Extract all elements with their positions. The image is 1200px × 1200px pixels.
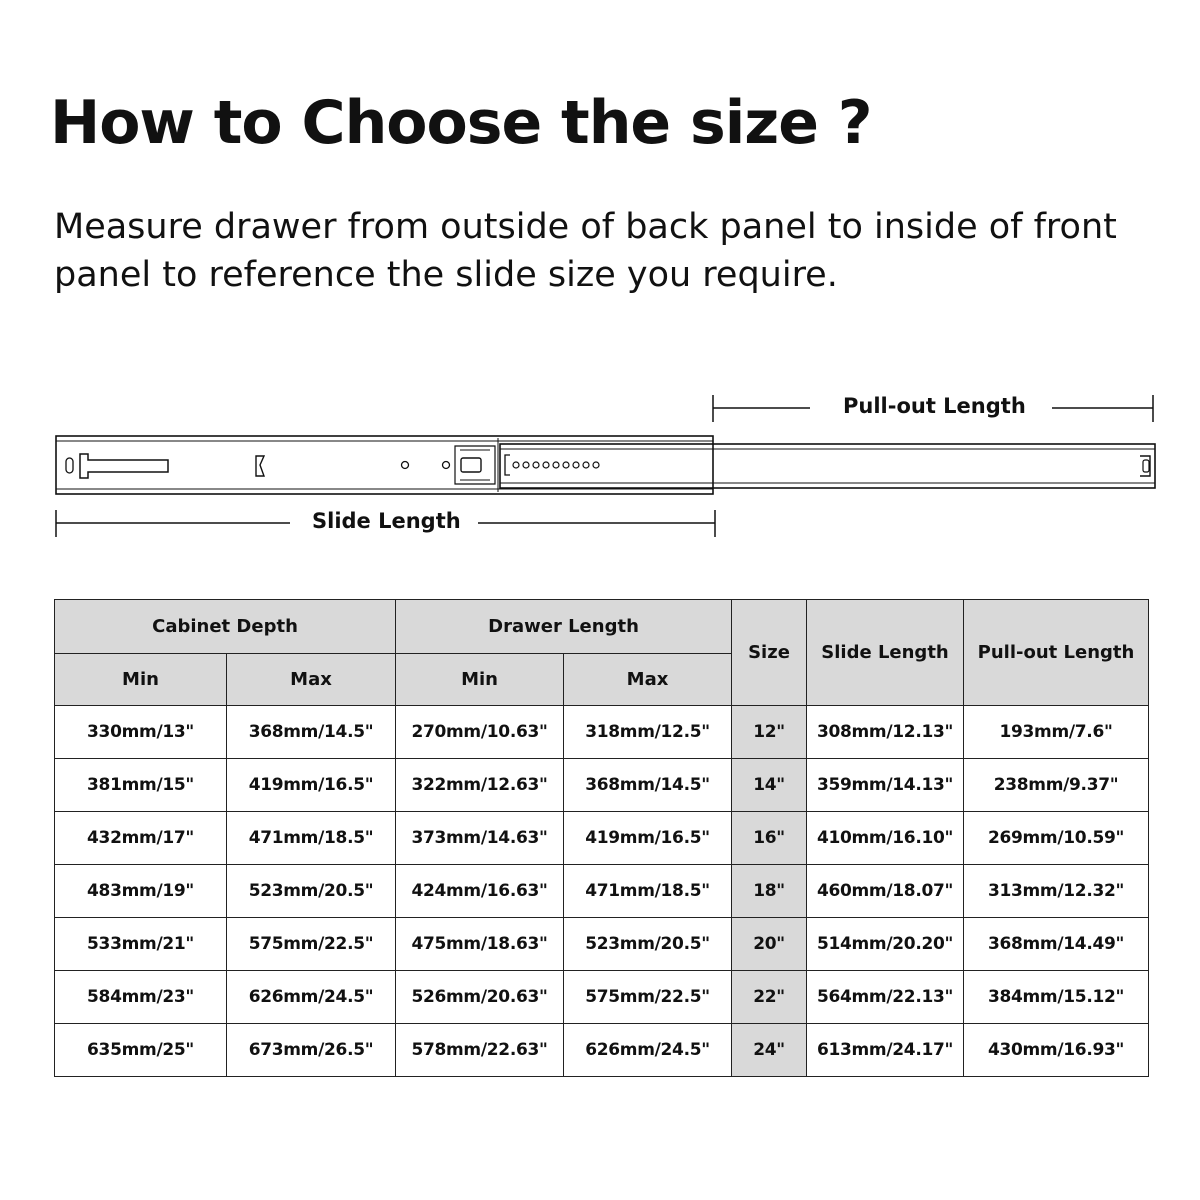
drawer-length-header: Drawer Length — [396, 600, 732, 654]
slide-length-cell: 359mm/14.13" — [807, 759, 964, 812]
slide-length-label: Slide Length — [312, 509, 461, 533]
size-cell: 14" — [732, 759, 807, 812]
slide-length-cell: 564mm/22.13" — [807, 971, 964, 1024]
cabinet-min-cell: 584mm/23" — [55, 971, 227, 1024]
drawer-max-cell: 626mm/24.5" — [564, 1024, 732, 1077]
size-chart-table — [54, 599, 1149, 1077]
table-row — [55, 706, 1149, 759]
pull-out-length-cell: 238mm/9.37" — [964, 759, 1149, 812]
drawer-min-cell: 424mm/16.63" — [396, 865, 564, 918]
pull-out-length-cell: 193mm/7.6" — [964, 706, 1149, 759]
cabinet-max-header: Max — [227, 654, 396, 706]
drawer-min-cell: 578mm/22.63" — [396, 1024, 564, 1077]
drawer-max-cell: 419mm/16.5" — [564, 812, 732, 865]
cabinet-max-cell: 673mm/26.5" — [227, 1024, 396, 1077]
cabinet-max-cell: 523mm/20.5" — [227, 865, 396, 918]
table-row — [55, 812, 1149, 865]
cabinet-max-cell: 368mm/14.5" — [227, 706, 396, 759]
size-cell: 18" — [732, 865, 807, 918]
size-cell: 24" — [732, 1024, 807, 1077]
cabinet-min-cell: 483mm/19" — [55, 865, 227, 918]
size-cell: 20" — [732, 918, 807, 971]
cabinet-max-cell: 575mm/22.5" — [227, 918, 396, 971]
drawer-min-cell: 322mm/12.63" — [396, 759, 564, 812]
instruction-text: Measure drawer from outside of back panel to inside of front panel to reference the slide size you require. — [54, 207, 1117, 295]
slide-length-cell: 613mm/24.17" — [807, 1024, 964, 1077]
drawer-min-cell: 373mm/14.63" — [396, 812, 564, 865]
size-header: Size — [732, 600, 807, 706]
size-cell: 22" — [732, 971, 807, 1024]
drawer-min-cell: 526mm/20.63" — [396, 971, 564, 1024]
pull-out-length-label: Pull-out Length — [843, 394, 1026, 418]
slide-length-cell: 460mm/18.07" — [807, 865, 964, 918]
drawer-max-header: Max — [564, 654, 732, 706]
slide-length-cell: 410mm/16.10" — [807, 812, 964, 865]
page-title: How to Choose the size ? — [50, 88, 872, 158]
table-row — [55, 759, 1149, 812]
cabinet-max-cell: 626mm/24.5" — [227, 971, 396, 1024]
drawer-min-cell: 270mm/10.63" — [396, 706, 564, 759]
drawer-max-cell: 523mm/20.5" — [564, 918, 732, 971]
cabinet-min-cell: 381mm/15" — [55, 759, 227, 812]
drawer-max-cell: 471mm/18.5" — [564, 865, 732, 918]
pull-out-length-header: Pull-out Length — [964, 600, 1149, 706]
size-cell: 16" — [732, 812, 807, 865]
drawer-min-header: Min — [396, 654, 564, 706]
pull-out-length-cell: 368mm/14.49" — [964, 918, 1149, 971]
pull-out-length-cell: 269mm/10.59" — [964, 812, 1149, 865]
drawer-max-cell: 318mm/12.5" — [564, 706, 732, 759]
cabinet-max-cell: 471mm/18.5" — [227, 812, 396, 865]
table-row — [55, 865, 1149, 918]
cabinet-depth-header: Cabinet Depth — [55, 600, 396, 654]
cabinet-min-cell: 432mm/17" — [55, 812, 227, 865]
table-row — [55, 918, 1149, 971]
drawer-max-cell: 368mm/14.5" — [564, 759, 732, 812]
slide-length-cell: 308mm/12.13" — [807, 706, 964, 759]
cabinet-min-cell: 635mm/25" — [55, 1024, 227, 1077]
cabinet-min-cell: 533mm/21" — [55, 918, 227, 971]
pull-out-length-cell: 313mm/12.32" — [964, 865, 1149, 918]
pull-out-length-cell: 430mm/16.93" — [964, 1024, 1149, 1077]
slide-length-cell: 514mm/20.20" — [807, 918, 964, 971]
table-row — [55, 971, 1149, 1024]
drawer-max-cell: 575mm/22.5" — [564, 971, 732, 1024]
inner-rail — [500, 444, 1155, 488]
cabinet-min-cell: 330mm/13" — [55, 706, 227, 759]
slide-length-header: Slide Length — [807, 600, 964, 706]
table-row — [55, 1024, 1149, 1077]
cabinet-max-cell: 419mm/16.5" — [227, 759, 396, 812]
drawer-min-cell: 475mm/18.63" — [396, 918, 564, 971]
table-header-row — [55, 600, 1149, 654]
cabinet-min-header: Min — [55, 654, 227, 706]
size-cell: 12" — [732, 706, 807, 759]
pull-out-length-cell: 384mm/15.12" — [964, 971, 1149, 1024]
